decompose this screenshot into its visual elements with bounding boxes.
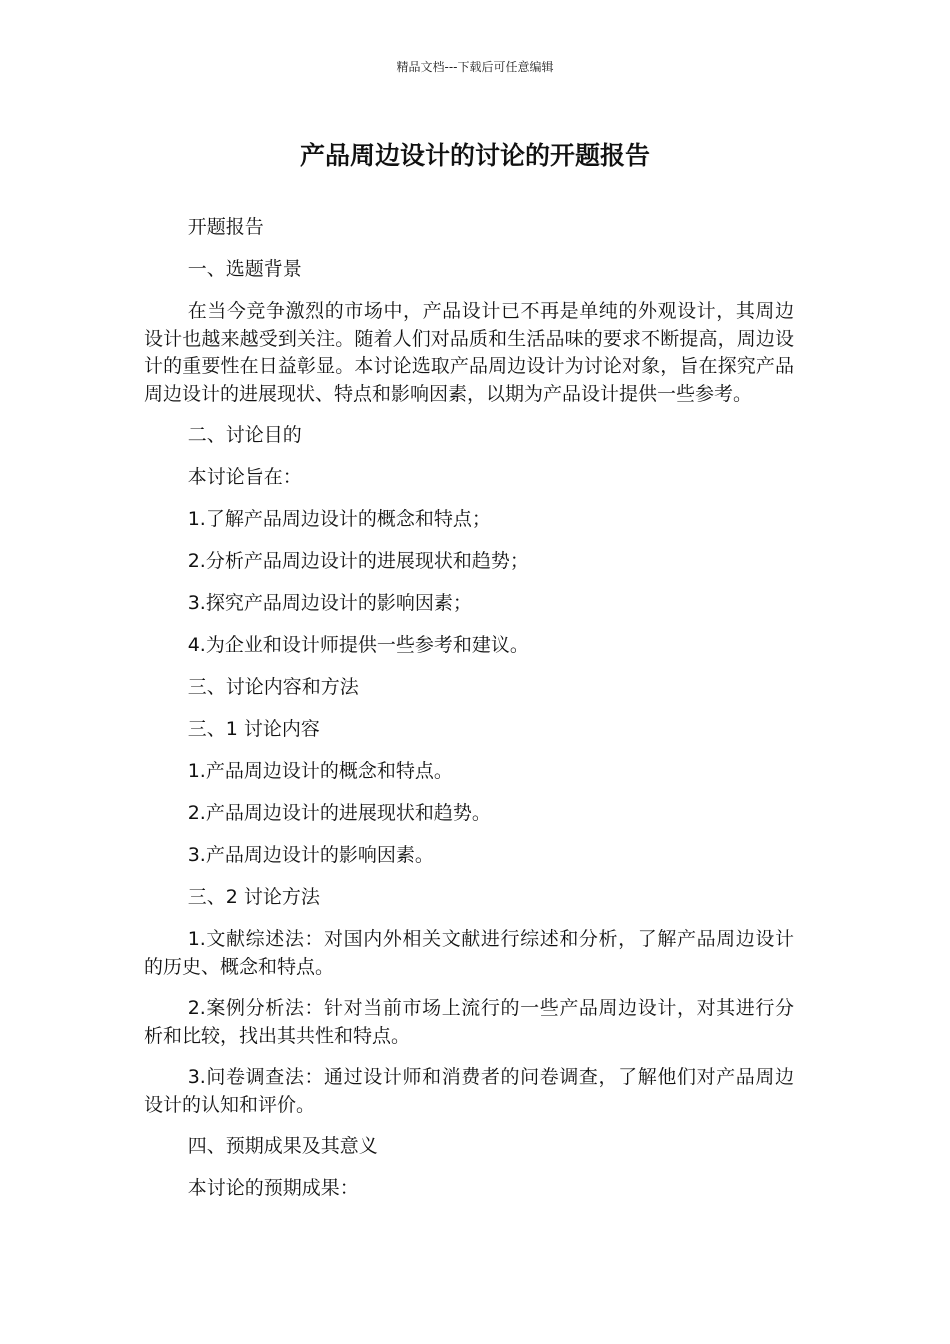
list-item-content-1: 1.产品周边设计的概念和特点。 bbox=[187, 760, 453, 782]
list-item-method-2: 2.案例分析法：针对当前市场上流行的一些产品周边设计，对其进行分析和比较，找出其共性和特点。 bbox=[144, 997, 794, 1047]
list-item-content-3: 3.产品周边设计的影响因素。 bbox=[187, 844, 434, 866]
document-title: 产品周边设计的讨论的开题报告 bbox=[299, 141, 650, 170]
section-heading-expected-results: 四、预期成果及其意义 bbox=[187, 1135, 378, 1157]
document-body bbox=[144, 214, 794, 1217]
list-item-purpose-3: 3.探究产品周边设计的影响因素； bbox=[187, 592, 472, 614]
list-item-purpose-1: 1.了解产品周边设计的概念和特点； bbox=[187, 508, 491, 530]
list-item-content-2: 2.产品周边设计的进展现状和趋势。 bbox=[187, 802, 491, 824]
list-item-method-1: 1.文献综述法：对国内外相关文献进行综述和分析，了解产品周边设计的历史、概念和特点。 bbox=[144, 928, 794, 978]
header-note: 精品文档---下载后可任意编辑 bbox=[396, 60, 554, 74]
section-heading-content-method: 三、讨论内容和方法 bbox=[187, 676, 359, 698]
subsection-heading-content: 三、1 讨论内容 bbox=[187, 718, 320, 740]
list-item-purpose-2: 2.分析产品周边设计的进展现状和趋势； bbox=[187, 550, 529, 572]
list-item-method-3: 3.问卷调查法：通过设计师和消费者的问卷调查，了解他们对产品周边设计的认知和评价。 bbox=[144, 1066, 794, 1116]
section-heading-purpose: 二、讨论目的 bbox=[187, 424, 302, 446]
paragraph-purpose-intro: 本讨论旨在： bbox=[187, 466, 302, 488]
list-item-purpose-4: 4.为企业和设计师提供一些参考和建议。 bbox=[187, 634, 529, 656]
paragraph-expected-results-intro: 本讨论的预期成果： bbox=[187, 1177, 359, 1199]
paragraph-report-label: 开题报告 bbox=[187, 216, 264, 238]
paragraph-background: 在当今竞争激烈的市场中，产品设计已不再是单纯的外观设计，其周边设计也越来越受到关注。随着人们对品质和生活品味的要求不断提高，周边设计的重要性在日益彰显。本讨论选取产品周边设计为讨论对象，旨在探究产品周边设计的进展现状、特点和影响因素，以期为产品设计提供一些参考。 bbox=[144, 300, 794, 405]
section-heading-background: 一、选题背景 bbox=[187, 258, 302, 280]
subsection-heading-method: 三、2 讨论方法 bbox=[187, 886, 320, 908]
